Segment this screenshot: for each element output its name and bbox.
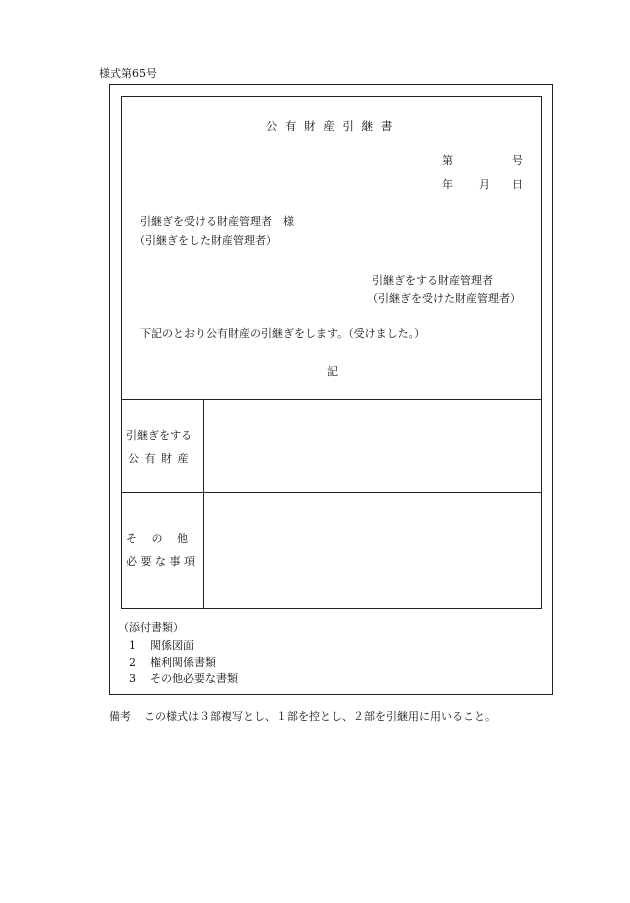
addressee-line2: （引継ぎをした財産管理者） <box>134 234 277 247</box>
attachments-heading: （添付書類） <box>118 621 184 634</box>
note-text: この様式は３部複写とし、１部を控とし、２部を引継用に用いること。 <box>144 710 496 723</box>
number-dai: 第 <box>442 154 453 167</box>
statement-text: 下記のとおり公有財産の引継ぎをします。（受けました。） <box>140 327 426 340</box>
form-number: 様式第65号 <box>99 67 157 80</box>
ki-heading: 記 <box>327 365 338 378</box>
date-day: 日 <box>512 178 523 191</box>
attachment-text-2: 権利関係書類 <box>150 656 216 669</box>
addressee-line1: 引継ぎを受ける財産管理者 様 <box>140 215 294 228</box>
row1-label-line1: 引継ぎをする <box>126 429 192 442</box>
row2-label-line2: 必 要 な 事 項 <box>126 555 195 568</box>
number-gou: 号 <box>512 154 523 167</box>
sender-line2: （引継ぎを受けた財産管理者） <box>367 292 521 305</box>
date-month: 月 <box>479 178 490 191</box>
attachment-num-2: 2 <box>129 656 136 669</box>
attachment-num-1: 1 <box>129 639 136 652</box>
note-label: 備考 <box>109 710 131 723</box>
date-year: 年 <box>442 178 453 191</box>
attachment-num-3: 3 <box>129 672 136 685</box>
attachment-text-3: その他必要な書類 <box>150 672 238 685</box>
table-column-divider <box>203 399 204 609</box>
row2-label-line1: そ の 他 <box>126 532 188 545</box>
document-title: 公 有 財 産 引 継 書 <box>265 119 395 133</box>
table-middle-rule <box>121 492 542 493</box>
table-top-rule <box>121 399 542 400</box>
sender-line1: 引継ぎをする財産管理者 <box>372 274 493 287</box>
row1-label-line2: 公 有 財 産 <box>128 452 190 465</box>
attachment-text-1: 関係図面 <box>150 639 194 652</box>
